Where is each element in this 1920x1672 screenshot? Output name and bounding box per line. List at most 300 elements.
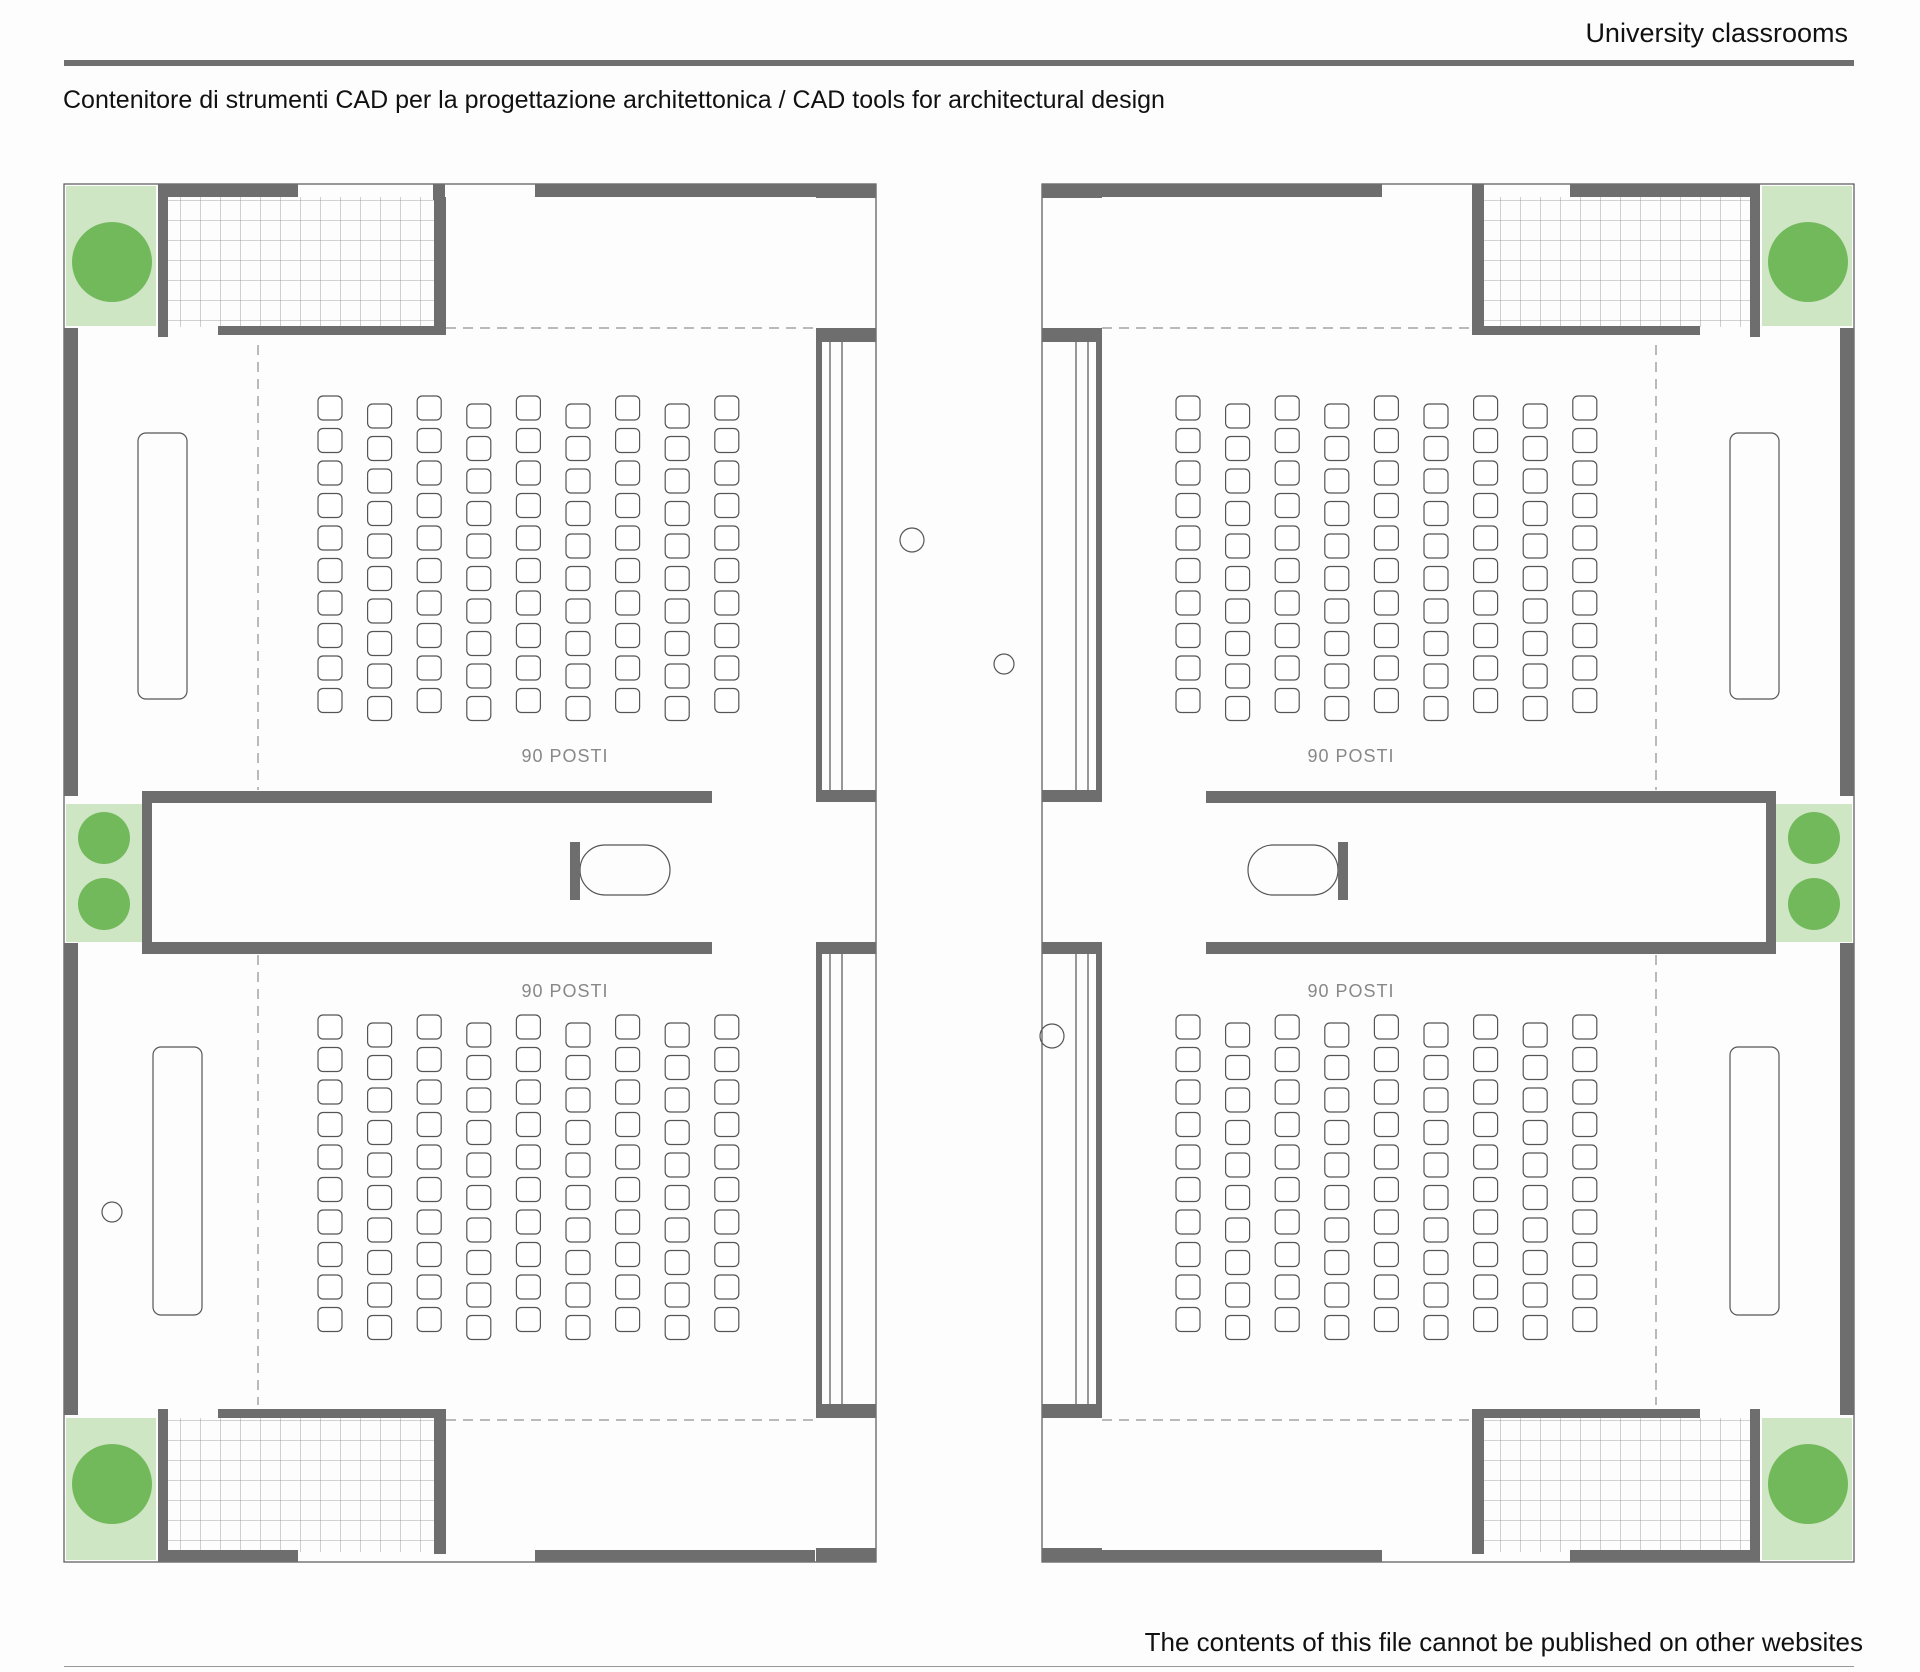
seat [1424, 469, 1448, 493]
seat [467, 1218, 491, 1242]
seat [516, 624, 540, 648]
seat [1226, 1121, 1250, 1145]
seat [1176, 1113, 1200, 1137]
seat [516, 461, 540, 485]
seat [715, 1080, 739, 1104]
seat [616, 526, 640, 550]
wall [1096, 342, 1102, 790]
seat [516, 1308, 540, 1332]
seat [616, 1048, 640, 1072]
seat [665, 1316, 689, 1340]
seat [1374, 1308, 1398, 1332]
seat [368, 1056, 392, 1080]
left-building [64, 184, 876, 1562]
seat [1424, 502, 1448, 526]
seat [318, 656, 342, 680]
seat [318, 526, 342, 550]
seat [516, 1275, 540, 1299]
person-icon [994, 654, 1014, 674]
seat [318, 624, 342, 648]
seat [1275, 1080, 1299, 1104]
seat [417, 624, 441, 648]
seat [1176, 656, 1200, 680]
seating-layout [318, 396, 1597, 1340]
seat [616, 624, 640, 648]
seat [1474, 396, 1498, 420]
seat [467, 567, 491, 591]
wall [1750, 197, 1760, 337]
capacity-label-room-top-left: 90 POSTI [521, 746, 609, 766]
wall [1472, 1409, 1700, 1418]
seat [1573, 1145, 1597, 1169]
seat [516, 429, 540, 453]
seat [1275, 591, 1299, 615]
seat [318, 689, 342, 713]
teacher-desk [1730, 433, 1779, 699]
seat [566, 1218, 590, 1242]
person-icon [900, 528, 924, 552]
wall [1570, 184, 1760, 197]
seat [616, 429, 640, 453]
seat [665, 1153, 689, 1177]
seat [1523, 437, 1547, 461]
wall [158, 1550, 298, 1562]
seat [715, 1015, 739, 1039]
seat [318, 1080, 342, 1104]
seat [1275, 1275, 1299, 1299]
page-subtitle: Contenitore di strumenti CAD per la progettazione architettonica / CAD tools for architectural design [63, 86, 1165, 114]
seat [467, 1283, 491, 1307]
seat [1226, 1153, 1250, 1177]
seat [1523, 567, 1547, 591]
seat [1573, 624, 1597, 648]
seat [1374, 1145, 1398, 1169]
seat [368, 1283, 392, 1307]
seat [1374, 494, 1398, 518]
seat [1523, 1023, 1547, 1047]
seat [715, 1275, 739, 1299]
seat [1325, 469, 1349, 493]
seat [417, 429, 441, 453]
seat [1523, 534, 1547, 558]
seat [1573, 494, 1597, 518]
seat [368, 1121, 392, 1145]
wall [816, 942, 876, 954]
seat [665, 437, 689, 461]
seat [1374, 1080, 1398, 1104]
wall [1570, 1550, 1760, 1562]
seat [1474, 1308, 1498, 1332]
seat [1325, 437, 1349, 461]
seat [1424, 1283, 1448, 1307]
wall [142, 942, 712, 954]
seat [467, 404, 491, 428]
seat [566, 1023, 590, 1047]
seat [1573, 1275, 1597, 1299]
seat [616, 1080, 640, 1104]
seat [1275, 1048, 1299, 1072]
seat [665, 1218, 689, 1242]
seat [1325, 1153, 1349, 1177]
seat [1424, 1251, 1448, 1275]
seat [516, 689, 540, 713]
seat [368, 469, 392, 493]
seat [368, 534, 392, 558]
seat [665, 632, 689, 656]
seat [467, 437, 491, 461]
seat [566, 1251, 590, 1275]
wall [570, 842, 580, 900]
seat [1226, 1023, 1250, 1047]
seat [1474, 1048, 1498, 1072]
seat [318, 1308, 342, 1332]
page-title: University classrooms [1585, 18, 1848, 48]
wall [1042, 184, 1102, 198]
seat [368, 1088, 392, 1112]
seat [1424, 697, 1448, 721]
seat [715, 1113, 739, 1137]
seat [368, 664, 392, 688]
seat [516, 656, 540, 680]
seat [1573, 1308, 1597, 1332]
seat [1523, 404, 1547, 428]
seat [1176, 559, 1200, 583]
seat [318, 1210, 342, 1234]
seat [1374, 1275, 1398, 1299]
seat [1176, 396, 1200, 420]
seat [417, 1015, 441, 1039]
seat [318, 1015, 342, 1039]
seat [467, 632, 491, 656]
seat [566, 1056, 590, 1080]
seat [467, 599, 491, 623]
footer-divider [64, 1666, 1854, 1667]
seat [1226, 1088, 1250, 1112]
seat [1474, 559, 1498, 583]
seat [368, 404, 392, 428]
seat [566, 469, 590, 493]
wall [64, 943, 78, 1415]
seat [1374, 526, 1398, 550]
seat [318, 1145, 342, 1169]
seat [715, 461, 739, 485]
wall [1766, 791, 1776, 953]
seat [1176, 689, 1200, 713]
seat [1275, 494, 1299, 518]
wall [1840, 943, 1854, 1415]
seat [1325, 534, 1349, 558]
wall [816, 342, 822, 790]
wall [1750, 1409, 1760, 1562]
seat [1573, 461, 1597, 485]
seat [665, 697, 689, 721]
wall [1042, 1548, 1102, 1562]
tree-icon [72, 222, 152, 302]
seat [417, 591, 441, 615]
seat [1226, 469, 1250, 493]
seat [1176, 1048, 1200, 1072]
wall [816, 1548, 876, 1562]
seat [1176, 461, 1200, 485]
seat [1275, 1210, 1299, 1234]
seat [1226, 697, 1250, 721]
seat [417, 1178, 441, 1202]
tree-icon [1768, 1444, 1848, 1524]
seat [1523, 697, 1547, 721]
seat [1275, 526, 1299, 550]
seat [1374, 396, 1398, 420]
seat [1424, 1121, 1448, 1145]
wall [158, 1409, 168, 1562]
seat [417, 1210, 441, 1234]
seat [1325, 697, 1349, 721]
seat [1523, 1218, 1547, 1242]
seat [417, 656, 441, 680]
seat [1226, 1316, 1250, 1340]
seat [1176, 591, 1200, 615]
seat [368, 1218, 392, 1242]
seat [665, 664, 689, 688]
seat [1325, 1218, 1349, 1242]
seat [566, 697, 590, 721]
seat [1374, 559, 1398, 583]
restroom-tiles [1476, 197, 1758, 327]
seat [1474, 1015, 1498, 1039]
wall [142, 791, 152, 953]
tree-icon [72, 1444, 152, 1524]
seat [417, 396, 441, 420]
wall [1042, 790, 1102, 802]
seat [516, 591, 540, 615]
seat [616, 1015, 640, 1039]
seat [368, 632, 392, 656]
seat [467, 469, 491, 493]
seat [566, 664, 590, 688]
seat [1374, 461, 1398, 485]
seat [516, 396, 540, 420]
seat [1176, 1178, 1200, 1202]
seat [1523, 502, 1547, 526]
seat [1523, 1121, 1547, 1145]
seat [715, 559, 739, 583]
wall [434, 1409, 446, 1554]
seat [616, 1308, 640, 1332]
wall [816, 184, 876, 198]
seat [665, 1186, 689, 1210]
seat [1226, 1218, 1250, 1242]
seat [1424, 1186, 1448, 1210]
seat [1275, 1178, 1299, 1202]
wall [218, 326, 446, 335]
seat [1474, 494, 1498, 518]
tree-icon [78, 812, 130, 864]
right-building [1042, 184, 1854, 1562]
seat [1275, 1308, 1299, 1332]
seat [1573, 1243, 1597, 1267]
seat [1325, 502, 1349, 526]
capacity-label-room-bottom-right: 90 POSTI [1307, 981, 1395, 1001]
seat [1474, 624, 1498, 648]
seat [1424, 1056, 1448, 1080]
wall [1338, 842, 1348, 900]
seat [318, 1243, 342, 1267]
seat [665, 599, 689, 623]
seat [1523, 1186, 1547, 1210]
seat [1325, 1283, 1349, 1307]
seat [1474, 656, 1498, 680]
seat [1226, 1283, 1250, 1307]
seat [1325, 1023, 1349, 1047]
seat [1226, 404, 1250, 428]
seat [715, 429, 739, 453]
wall [816, 954, 822, 1404]
seat [516, 1080, 540, 1104]
seat [1374, 656, 1398, 680]
wall [158, 197, 168, 337]
seat [318, 591, 342, 615]
seat [566, 437, 590, 461]
seat [467, 502, 491, 526]
copyright-notice: The contents of this file cannot be published on other websites [1144, 1627, 1863, 1657]
capacity-label-room-bottom-left: 90 POSTI [521, 981, 609, 1001]
seat [665, 404, 689, 428]
seat [417, 1243, 441, 1267]
seat [417, 1048, 441, 1072]
seat [715, 656, 739, 680]
tree-icon [78, 878, 130, 930]
seat [1275, 1113, 1299, 1137]
seat [1523, 1088, 1547, 1112]
seat [1176, 526, 1200, 550]
seat [1374, 1210, 1398, 1234]
seat [566, 567, 590, 591]
seat [467, 1316, 491, 1340]
seat [616, 396, 640, 420]
wall [1102, 1550, 1382, 1562]
seat [368, 502, 392, 526]
capacity-label-room-top-right: 90 POSTI [1307, 746, 1395, 766]
seat [368, 567, 392, 591]
seat [616, 461, 640, 485]
seat [1176, 1275, 1200, 1299]
seat [1325, 1251, 1349, 1275]
seat [1474, 1145, 1498, 1169]
seat [368, 1251, 392, 1275]
seat [1325, 1316, 1349, 1340]
seat [616, 1145, 640, 1169]
seat [1474, 1210, 1498, 1234]
seat [368, 1316, 392, 1340]
seat [1424, 1218, 1448, 1242]
seat [715, 526, 739, 550]
seat [665, 1023, 689, 1047]
seat [715, 1210, 739, 1234]
wall [218, 1409, 446, 1418]
seat [467, 1056, 491, 1080]
seat [1226, 437, 1250, 461]
seat [1523, 469, 1547, 493]
seat [566, 1121, 590, 1145]
seat [1474, 526, 1498, 550]
seat [318, 429, 342, 453]
wall [434, 197, 446, 330]
seat [467, 1023, 491, 1047]
wall [1206, 791, 1776, 803]
seat [1325, 599, 1349, 623]
seat [1275, 656, 1299, 680]
seat [417, 1275, 441, 1299]
seat [1573, 559, 1597, 583]
seat [616, 1113, 640, 1137]
corridor-counter [1248, 845, 1338, 895]
seat [1573, 1210, 1597, 1234]
seat [1325, 1121, 1349, 1145]
seat [417, 1113, 441, 1137]
person-icon [102, 1202, 122, 1222]
teacher-desk [1730, 1047, 1779, 1315]
seat [1275, 624, 1299, 648]
seat [516, 559, 540, 583]
seat [1226, 1056, 1250, 1080]
wall [1206, 942, 1776, 954]
seat [1474, 1113, 1498, 1137]
seat [1573, 1178, 1597, 1202]
seat [1275, 689, 1299, 713]
seat [1474, 429, 1498, 453]
seat [417, 1145, 441, 1169]
seat [1573, 1113, 1597, 1137]
seat [1226, 534, 1250, 558]
seat [417, 494, 441, 518]
seat [1275, 396, 1299, 420]
seat [516, 1113, 540, 1137]
seat [417, 1080, 441, 1104]
seat [715, 1048, 739, 1072]
seat [715, 1243, 739, 1267]
seat [616, 656, 640, 680]
seat [616, 559, 640, 583]
seat [417, 526, 441, 550]
seat [516, 526, 540, 550]
seat [1573, 1048, 1597, 1072]
seat [1176, 1080, 1200, 1104]
seat [1226, 1251, 1250, 1275]
restroom-tiles [160, 197, 442, 327]
seat [368, 599, 392, 623]
seat [467, 1121, 491, 1145]
seat [467, 1153, 491, 1177]
seat [616, 689, 640, 713]
seat [467, 664, 491, 688]
seat [616, 1275, 640, 1299]
restroom-tiles [160, 1418, 442, 1552]
seat [1374, 591, 1398, 615]
seat [417, 461, 441, 485]
seat [715, 494, 739, 518]
seat [1573, 396, 1597, 420]
wall [1042, 328, 1102, 342]
seat [1374, 429, 1398, 453]
seat [665, 1283, 689, 1307]
seat [1325, 664, 1349, 688]
seat [566, 502, 590, 526]
seat [1523, 599, 1547, 623]
seat [616, 1210, 640, 1234]
seat [1474, 461, 1498, 485]
seat [1523, 1153, 1547, 1177]
seat [665, 534, 689, 558]
seat [318, 396, 342, 420]
